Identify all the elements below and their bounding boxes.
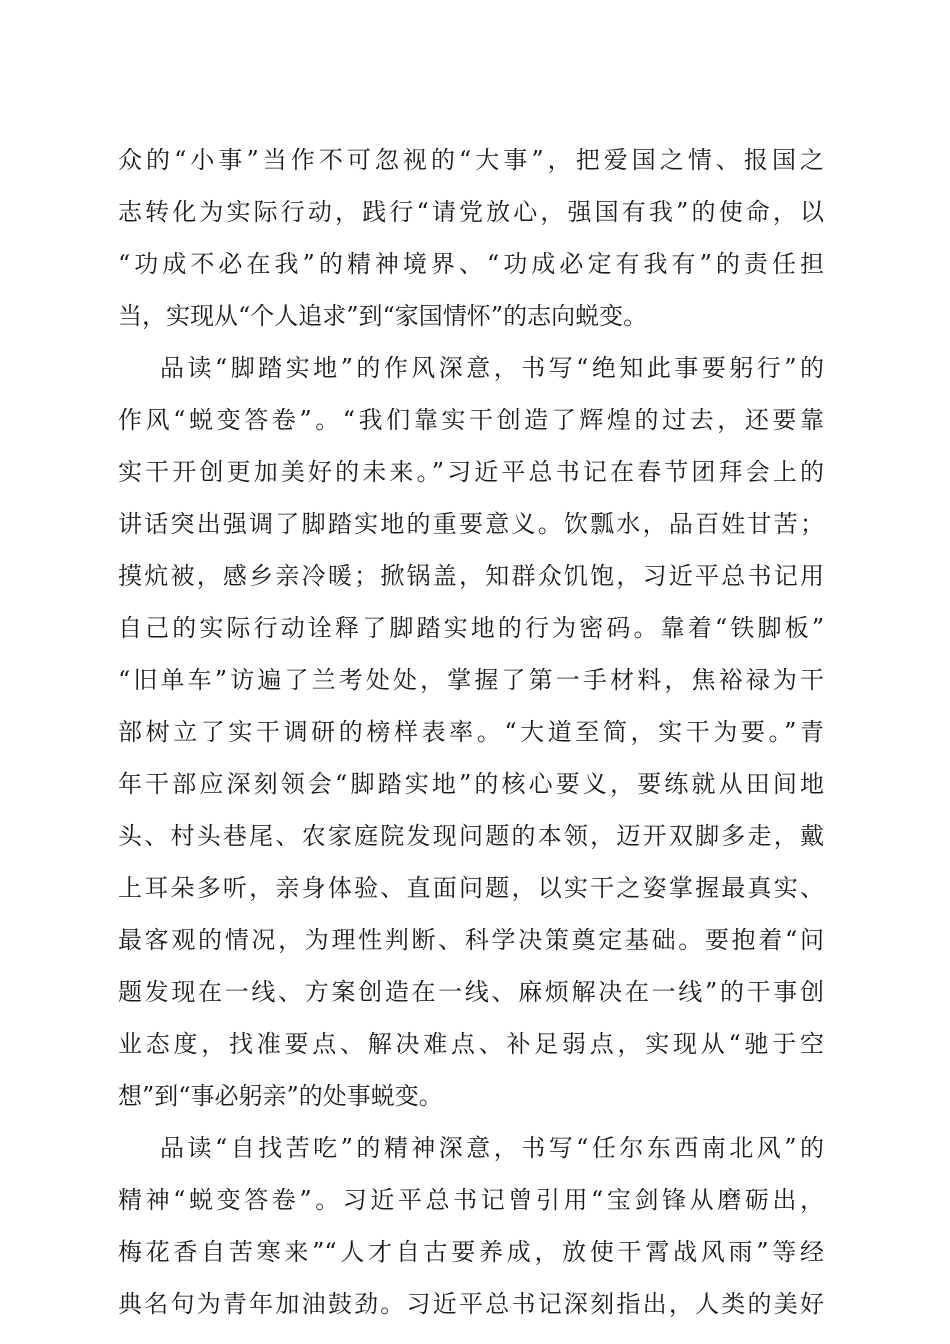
paragraph bbox=[118, 342, 824, 1122]
text-line: 上耳朵多听，亲身体验、直面问题，以实干之姿掌握最真实、 bbox=[118, 874, 824, 902]
text-line: 业态度，找准要点、解决难点、补足弱点，实现从“驰于空 bbox=[118, 1030, 824, 1058]
text-line: 志转化为实际行动，践行“请党放心，强国有我”的使命，以 bbox=[118, 198, 824, 226]
paragraph bbox=[118, 1122, 824, 1330]
text-line: 当，实现从“个人追求”到“家国情怀”的志向蜕变。 bbox=[118, 302, 648, 330]
text-line: 头、村头巷尾、农家庭院发现问题的本领，迈开双脚多走，戴 bbox=[118, 822, 824, 850]
text-line: 部树立了实干调研的榜样表率。“大道至简，实干为要。”青 bbox=[118, 718, 824, 746]
text-line: 众的“小事”当作不可忽视的“大事”，把爱国之情、报国之 bbox=[118, 146, 824, 174]
text-line: 想”到“事必躬亲”的处事蜕变。 bbox=[118, 1082, 443, 1110]
text-line: 讲话突出强调了脚踏实地的重要意义。饮瓢水，品百姓甘苦； bbox=[118, 510, 824, 538]
text-line: 年干部应深刻领会“脚踏实地”的核心要义，要练就从田间地 bbox=[118, 770, 824, 798]
text-line: 梅花香自苦寒来”“人才自古要养成，放使干霄战风雨”等经 bbox=[118, 1238, 824, 1266]
text-line: 作风“蜕变答卷”。“我们靠实干创造了辉煌的过去，还要靠 bbox=[118, 406, 824, 434]
text-line: 品读“脚踏实地”的作风深意，书写“绝知此事要躬行”的 bbox=[160, 354, 824, 382]
text-line: 自己的实际行动诠释了脚踏实地的行为密码。靠着“铁脚板” bbox=[118, 614, 824, 642]
text-line: 最客观的情况，为理性判断、科学决策奠定基础。要抱着“问 bbox=[118, 926, 824, 954]
text-line: 实干开创更加美好的未来。”习近平总书记在春节团拜会上的 bbox=[118, 458, 824, 486]
text-line: 题发现在一线、方案创造在一线、麻烦解决在一线”的干事创 bbox=[118, 978, 824, 1006]
text-line: 摸炕被，感乡亲冷暖；掀锅盖，知群众饥饱，习近平总书记用 bbox=[118, 562, 824, 590]
text-line: 品读“自找苦吃”的精神深意，书写“任尔东西南北风”的 bbox=[160, 1134, 824, 1162]
document-body bbox=[118, 134, 824, 1330]
text-line: “功成不必在我”的精神境界、“功成必定有我有”的责任担 bbox=[118, 250, 824, 278]
text-line: 精神“蜕变答卷”。习近平总书记曾引用“宝剑锋从磨砺出， bbox=[118, 1186, 824, 1214]
paragraph bbox=[118, 134, 824, 342]
text-line: 典名句为青年加油鼓劲。习近平总书记深刻指出，人类的美好 bbox=[118, 1290, 824, 1318]
text-line: “旧单车”访遍了兰考处处，掌握了第一手材料，焦裕禄为干 bbox=[118, 666, 824, 694]
